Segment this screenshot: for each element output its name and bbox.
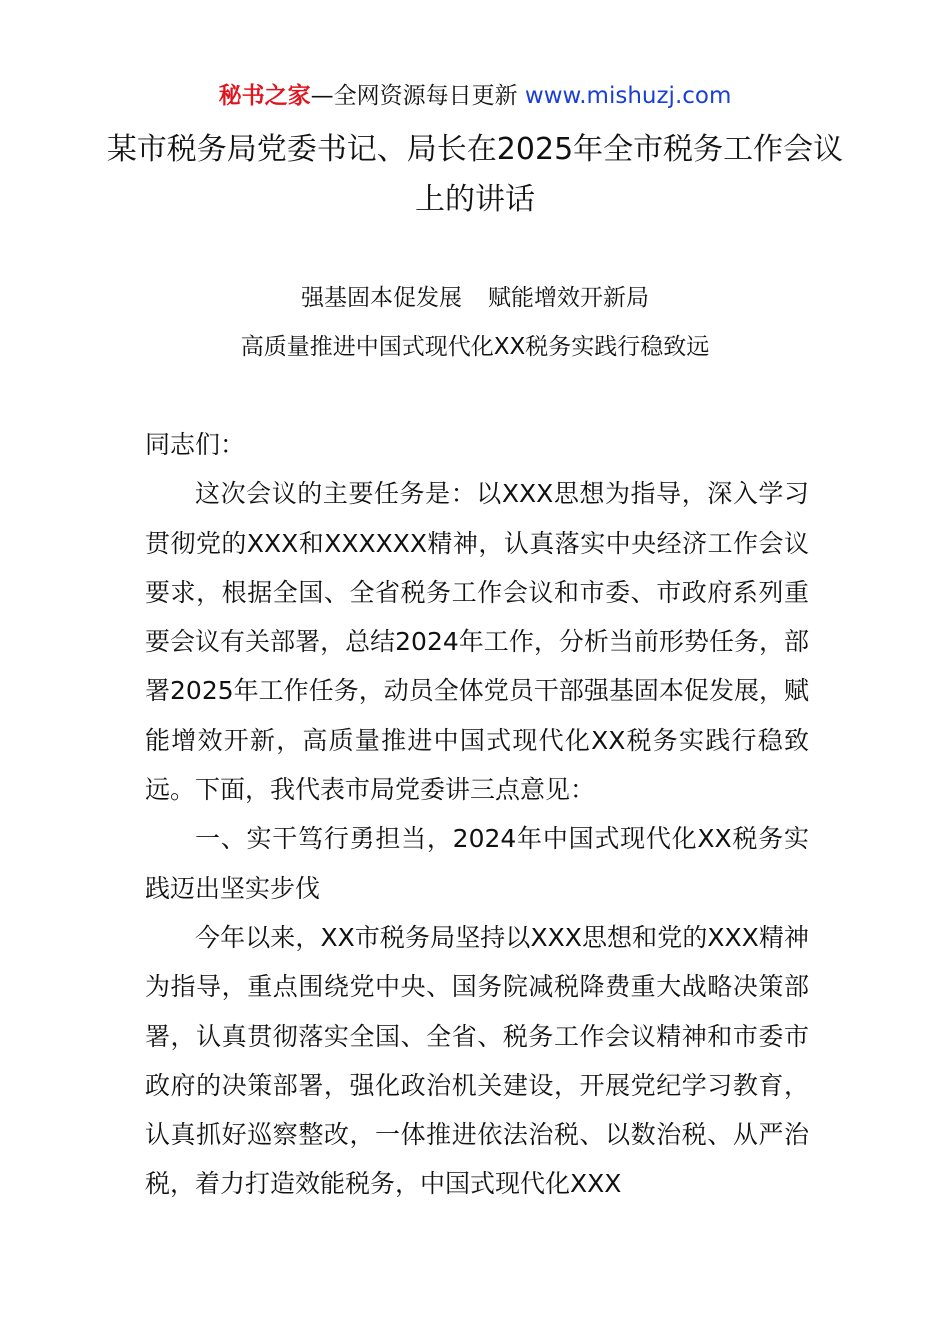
subtitle-part2: 赋能增效开新局	[488, 285, 649, 311]
document-title: 某市税务局党委书记、局长在2025年全市税务工作会议上的讲话	[106, 132, 844, 217]
salutation: 同志们：	[145, 430, 246, 459]
subtitle-part1: 强基固本促发展	[301, 285, 462, 311]
section-heading-1: 一、实干笃行勇担当，2024年中国式现代化XX税务实践迈出坚实步伐	[145, 824, 809, 903]
document-subtitle-line1	[0, 281, 950, 315]
body-paragraph-intro: 这次会议的主要任务是：以XXX思想为指导，深入学习贯彻党的XXX和XXXXXX精神，认真落实中央经济工作会议要求，根据全国、全省税务工作会议和市委、市政府系列重要会议有关部署，总结2024年工作，分析当前形势任务，部署2025年工作任务，动员全体党员干部强基固本促发展，赋能增效开新，高质量推进中国式现代化XX税务实践行稳致远。下面，我代表市局党委讲三点意见：	[145, 479, 809, 805]
banner-url[interactable]: www.mishuzj.com	[524, 83, 732, 109]
document-subtitle-line2: 高质量推进中国式现代化XX税务实践行稳致远	[240, 334, 710, 360]
banner-tagline: —全网资源每日更新	[310, 83, 518, 109]
site-banner	[0, 80, 950, 112]
banner-brand: 秘书之家	[218, 83, 311, 109]
document-body	[145, 420, 809, 1209]
body-paragraph-section1: 今年以来，XX市税务局坚持以XXX思想和党的XXX精神为指导，重点围绕党中央、国务院减税降费重大战略决策部署，认真贯彻落实全国、全省、税务工作会议精神和市委市政府的决策部署，强化政治机关建设，开展党纪学习教育，认真抓好巡察整改，一体推进依法治税、以数治税、从严治税，着力打造效能税务，中国式现代化XXX	[145, 922, 809, 1199]
